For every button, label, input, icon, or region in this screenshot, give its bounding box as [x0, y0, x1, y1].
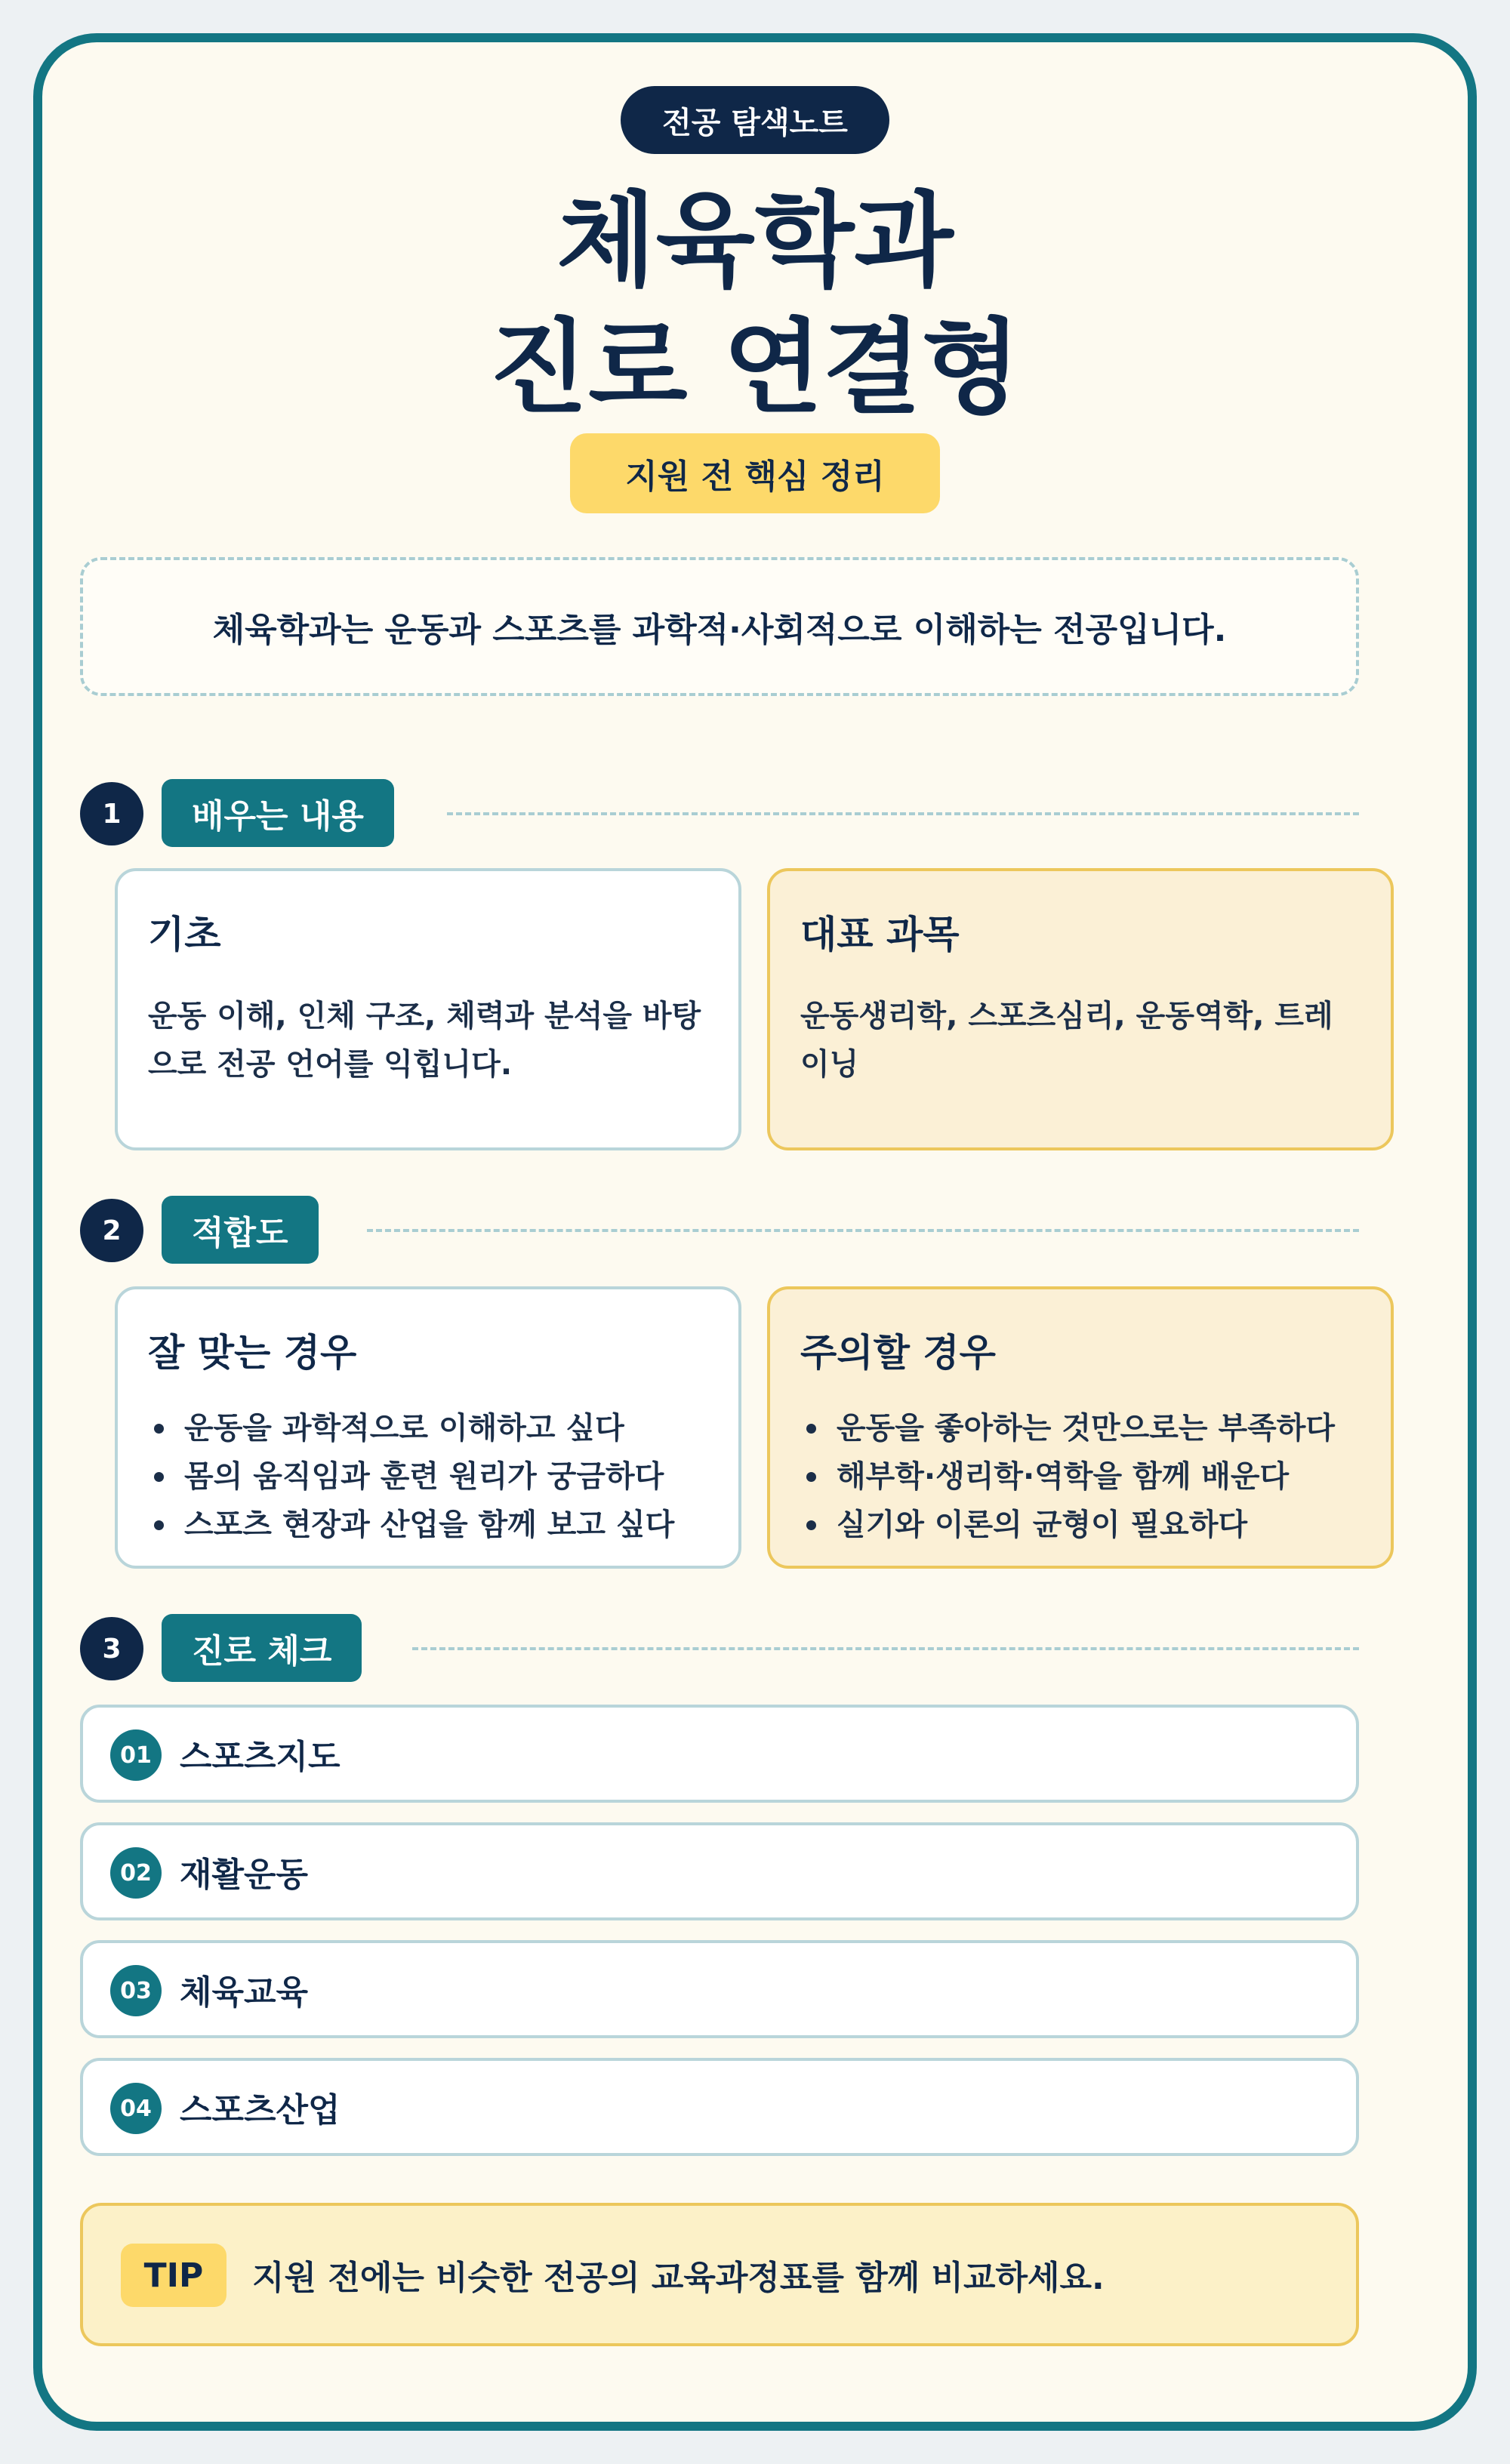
category-badge: 전공 탐색노트: [621, 86, 889, 154]
career-number: 01: [110, 1729, 162, 1781]
section-label: 진로 체크: [162, 1614, 362, 1682]
subtitle-badge: 지원 전 핵심 정리: [570, 433, 940, 513]
career-item: [80, 1822, 1359, 1920]
page-title: [0, 178, 1510, 432]
card-title: 잘 맞는 경우: [148, 1331, 357, 1375]
list-item: 운동을 좋아하는 것만으로는 부족하다: [800, 1404, 1361, 1452]
career-label: 스포츠산업: [180, 2091, 341, 2130]
career-number: 02: [110, 1847, 162, 1899]
tip-box: [80, 2203, 1359, 2346]
card-title: 주의할 경우: [800, 1331, 996, 1375]
section-divider: [412, 1647, 1359, 1650]
list-item: 실기와 이론의 균형이 필요하다: [800, 1501, 1361, 1549]
section-label: 적합도: [162, 1196, 319, 1264]
list-item: 운동을 과학적으로 이해하고 싶다: [148, 1404, 708, 1452]
card-text: 운동 이해, 인체 구조, 체력과 분석을 바탕으로 전공 언어를 익힙니다.: [148, 999, 701, 1082]
good-fit-list: [148, 1404, 708, 1549]
career-item: [80, 1705, 1359, 1803]
card-title: 대표 과목: [800, 913, 960, 956]
section-header-fit: [80, 1196, 1359, 1264]
section-divider: [367, 1229, 1359, 1232]
career-item: [80, 1940, 1359, 2038]
section-header-careers: [80, 1614, 1359, 1682]
career-item: [80, 2058, 1359, 2156]
intro-text: 체육학과는 운동과 스포츠를 과학적·사회적으로 이해하는 전공입니다.: [212, 611, 1227, 649]
section-number: 1: [80, 782, 143, 845]
career-number: 03: [110, 1965, 162, 2016]
section-header-learning: [80, 779, 1359, 847]
list-item: 몸의 움직임과 훈련 원리가 궁금하다: [148, 1452, 708, 1501]
career-label: 체육교육: [180, 1973, 309, 2012]
card-text: 운동생리학, 스포츠심리, 운동역학, 트레이닝: [800, 999, 1333, 1082]
card-title: 기초: [148, 913, 221, 956]
good-fit-card: [115, 1286, 741, 1569]
basics-card: [115, 868, 741, 1150]
career-label: 스포츠지도: [180, 1738, 341, 1776]
title-line-2: 진로 연결형: [488, 309, 1022, 428]
caution-list: [800, 1404, 1361, 1549]
tip-badge: TIP: [121, 2244, 226, 2307]
section-label: 배우는 내용: [162, 779, 394, 847]
career-number: 04: [110, 2083, 162, 2134]
title-line-1: 체육학과: [556, 182, 954, 301]
section-number: 3: [80, 1617, 143, 1680]
tip-text: 지원 전에는 비슷한 전공의 교육과정표를 함께 비교하세요.: [252, 2259, 1105, 2297]
section-number: 2: [80, 1199, 143, 1262]
subjects-card: [767, 868, 1394, 1150]
intro-box: [80, 557, 1359, 696]
list-item: 해부학·생리학·역학을 함께 배운다: [800, 1452, 1361, 1501]
section-divider: [447, 812, 1359, 815]
career-label: 재활운동: [180, 1856, 309, 1894]
caution-card: [767, 1286, 1394, 1569]
list-item: 스포츠 현장과 산업을 함께 보고 싶다: [148, 1501, 708, 1549]
